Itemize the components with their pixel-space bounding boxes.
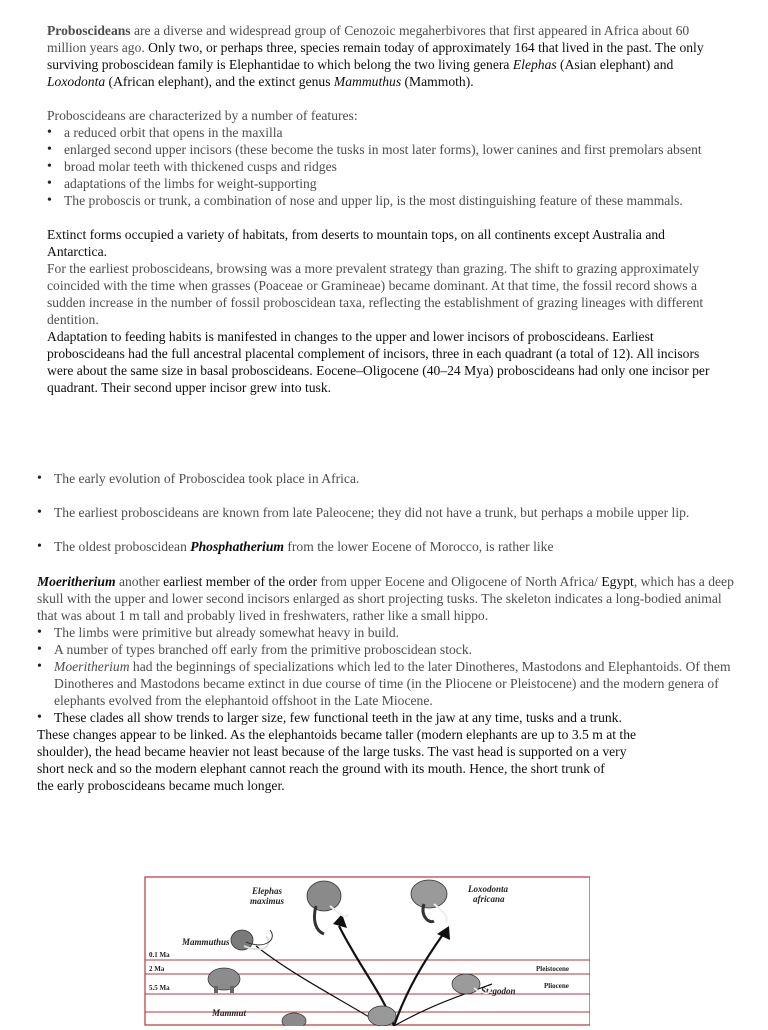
closing-line: short neck and so the modern elephant cannot reach the ground with its mouth. Hence, the short trunk of (37, 761, 605, 776)
label-elephas: Elephas (252, 886, 283, 896)
intro-paragraph: Proboscideans are a diverse and widespread group of Cenozoic megaherbivores that first appeared in Africa about 60 million years ago. Only two, or perhaps three, species remain today of approximately 164 that lived in the past. The only surviving proboscidean family is Elephantidae to which belong the two living genera Elephas (Asian elephant) and Loxodonta (African elephant), and the extinct genus Mammuthus (Mammoth). (47, 23, 704, 89)
closing-line: the early proboscideans became much longer. (37, 778, 285, 793)
label-loxodonta-species: africana (473, 894, 505, 904)
pleistocene-elephant-icon (208, 968, 240, 993)
list-item: • These clades all show trends to larger size, few functional teeth in the jaw at any time, tusks and a trunk. (37, 709, 737, 726)
list-item: • The early evolution of Proboscidea took place in Africa. (37, 470, 737, 487)
moeritherium-section (37, 573, 737, 794)
list-item: • A number of types branched off early from the primitive proboscidean stock. (37, 641, 737, 658)
evolution-list (37, 470, 737, 572)
tick-0-1ma: 0.1 Ma (149, 951, 170, 959)
intro-section (47, 22, 727, 396)
moeritherium-paragraph: Moeritherium another earliest member of the order from upper Eocene and Oligocene of North Africa/ Egypt, which has a deep skull with the upper and lower second incisors enlarged as short projecting tusks. The skeleton indicates a long-bodied animal that was about 1 m tall and probably lived in freshwaters, rather like a small hippo. (37, 574, 734, 623)
term-proboscideans: Proboscideans (47, 23, 131, 38)
list-item: • The limbs were primitive but already somewhat heavy in build. (37, 624, 737, 641)
list-item: • a reduced orbit that opens in the maxilla (47, 124, 727, 141)
central-elephant-icon (368, 1006, 396, 1026)
phylogeny-svg (144, 876, 590, 1026)
label-stegodon: Stegodon (481, 986, 516, 996)
tick-2ma: 2 Ma (149, 965, 165, 973)
list-item: • enlarged second upper incisors (these become the tusks in most later forms), lower canines and first premolars absent (47, 141, 727, 158)
loxodonta-head-icon (411, 880, 447, 922)
label-loxodonta: Loxodonta (468, 884, 509, 894)
label-mammuthus: Mammuthus (182, 937, 230, 947)
list-item: • Moeritherium had the beginnings of specializations which led to the later Dinotheres, Mastodons and Elephantoids. Of them Dinotheres and Mastodons became extinct in due course of time (in the Pliocene or Pleistocene) and the modern genera of elephants evolved from the elephantoid offshoot in the Late Miocene. (37, 658, 737, 709)
features-heading: Proboscideans are characterized by a number of features: (47, 108, 358, 123)
label-pliocene: Pliocene (544, 982, 569, 990)
figure-frame (145, 877, 590, 1025)
arrowhead-loxodonta-icon (437, 926, 450, 940)
label-elephas-species: maximus (250, 896, 285, 906)
proboscidean-phylogeny-figure (144, 876, 590, 1026)
tick-5-5ma: 5.5 Ma (149, 984, 170, 992)
browsing-paragraph: For the earliest proboscideans, browsing was a more prevalent strategy than grazing. The shift to grazing approximately coincided with the time when grasses (Poaceae or Gramineae) became dominant. At that time, the fossil record shows a sudden increase in the number of fossil proboscidean taxa, reflecting the establishment of grazing lineages with different dentition. (47, 261, 704, 327)
list-item: • The oldest proboscidean Phosphatherium from the lower Eocene of Morocco, is rather like (37, 538, 737, 555)
label-mammut: Mammut (212, 1008, 247, 1018)
branch-mammuthus (256, 946, 384, 1026)
mammuthus-head-icon (231, 930, 272, 950)
list-item: • The proboscis or trunk, a combination of nose and upper lip, is the most distinguishing feature of these mammals. (47, 192, 727, 209)
features-list (47, 124, 727, 209)
list-item: • adaptations of the limbs for weight-supporting (47, 175, 727, 192)
habitats-paragraph: Extinct forms occupied a variety of habitats, from deserts to mountain tops, on all continents except Australia and Antarctica. (47, 227, 665, 259)
closing-line: These changes appear to be linked. As the elephantoids became taller (modern elephants are up to 3.5 m at the (37, 727, 637, 742)
mammut-head-icon (282, 1013, 306, 1026)
list-item: • The earliest proboscideans are known from late Paleocene; they did not have a trunk, but perhaps a mobile upper lip. (37, 504, 737, 521)
label-pleistocene: Pleistocene (536, 965, 570, 973)
incisors-paragraph: Adaptation to feeding habits is manifested in changes to the upper and lower incisors of proboscideans. Earliest proboscideans had the full ancestral placental complement of incisors, three in each quadrant (a total of 12). All incisors were about the same size in basal proboscideans. Eocene–Oligocene (40–24 Mya) proboscideans had only one incisor per quadrant. Their second upper incisor grew into tusk. (47, 329, 710, 395)
closing-line: shoulder), the head became heavier not least because of the large tusks. The vast head is supported on a very (37, 744, 627, 759)
moeritherium-list (37, 624, 737, 726)
list-item: • broad molar teeth with thickened cusps and ridges (47, 158, 727, 175)
